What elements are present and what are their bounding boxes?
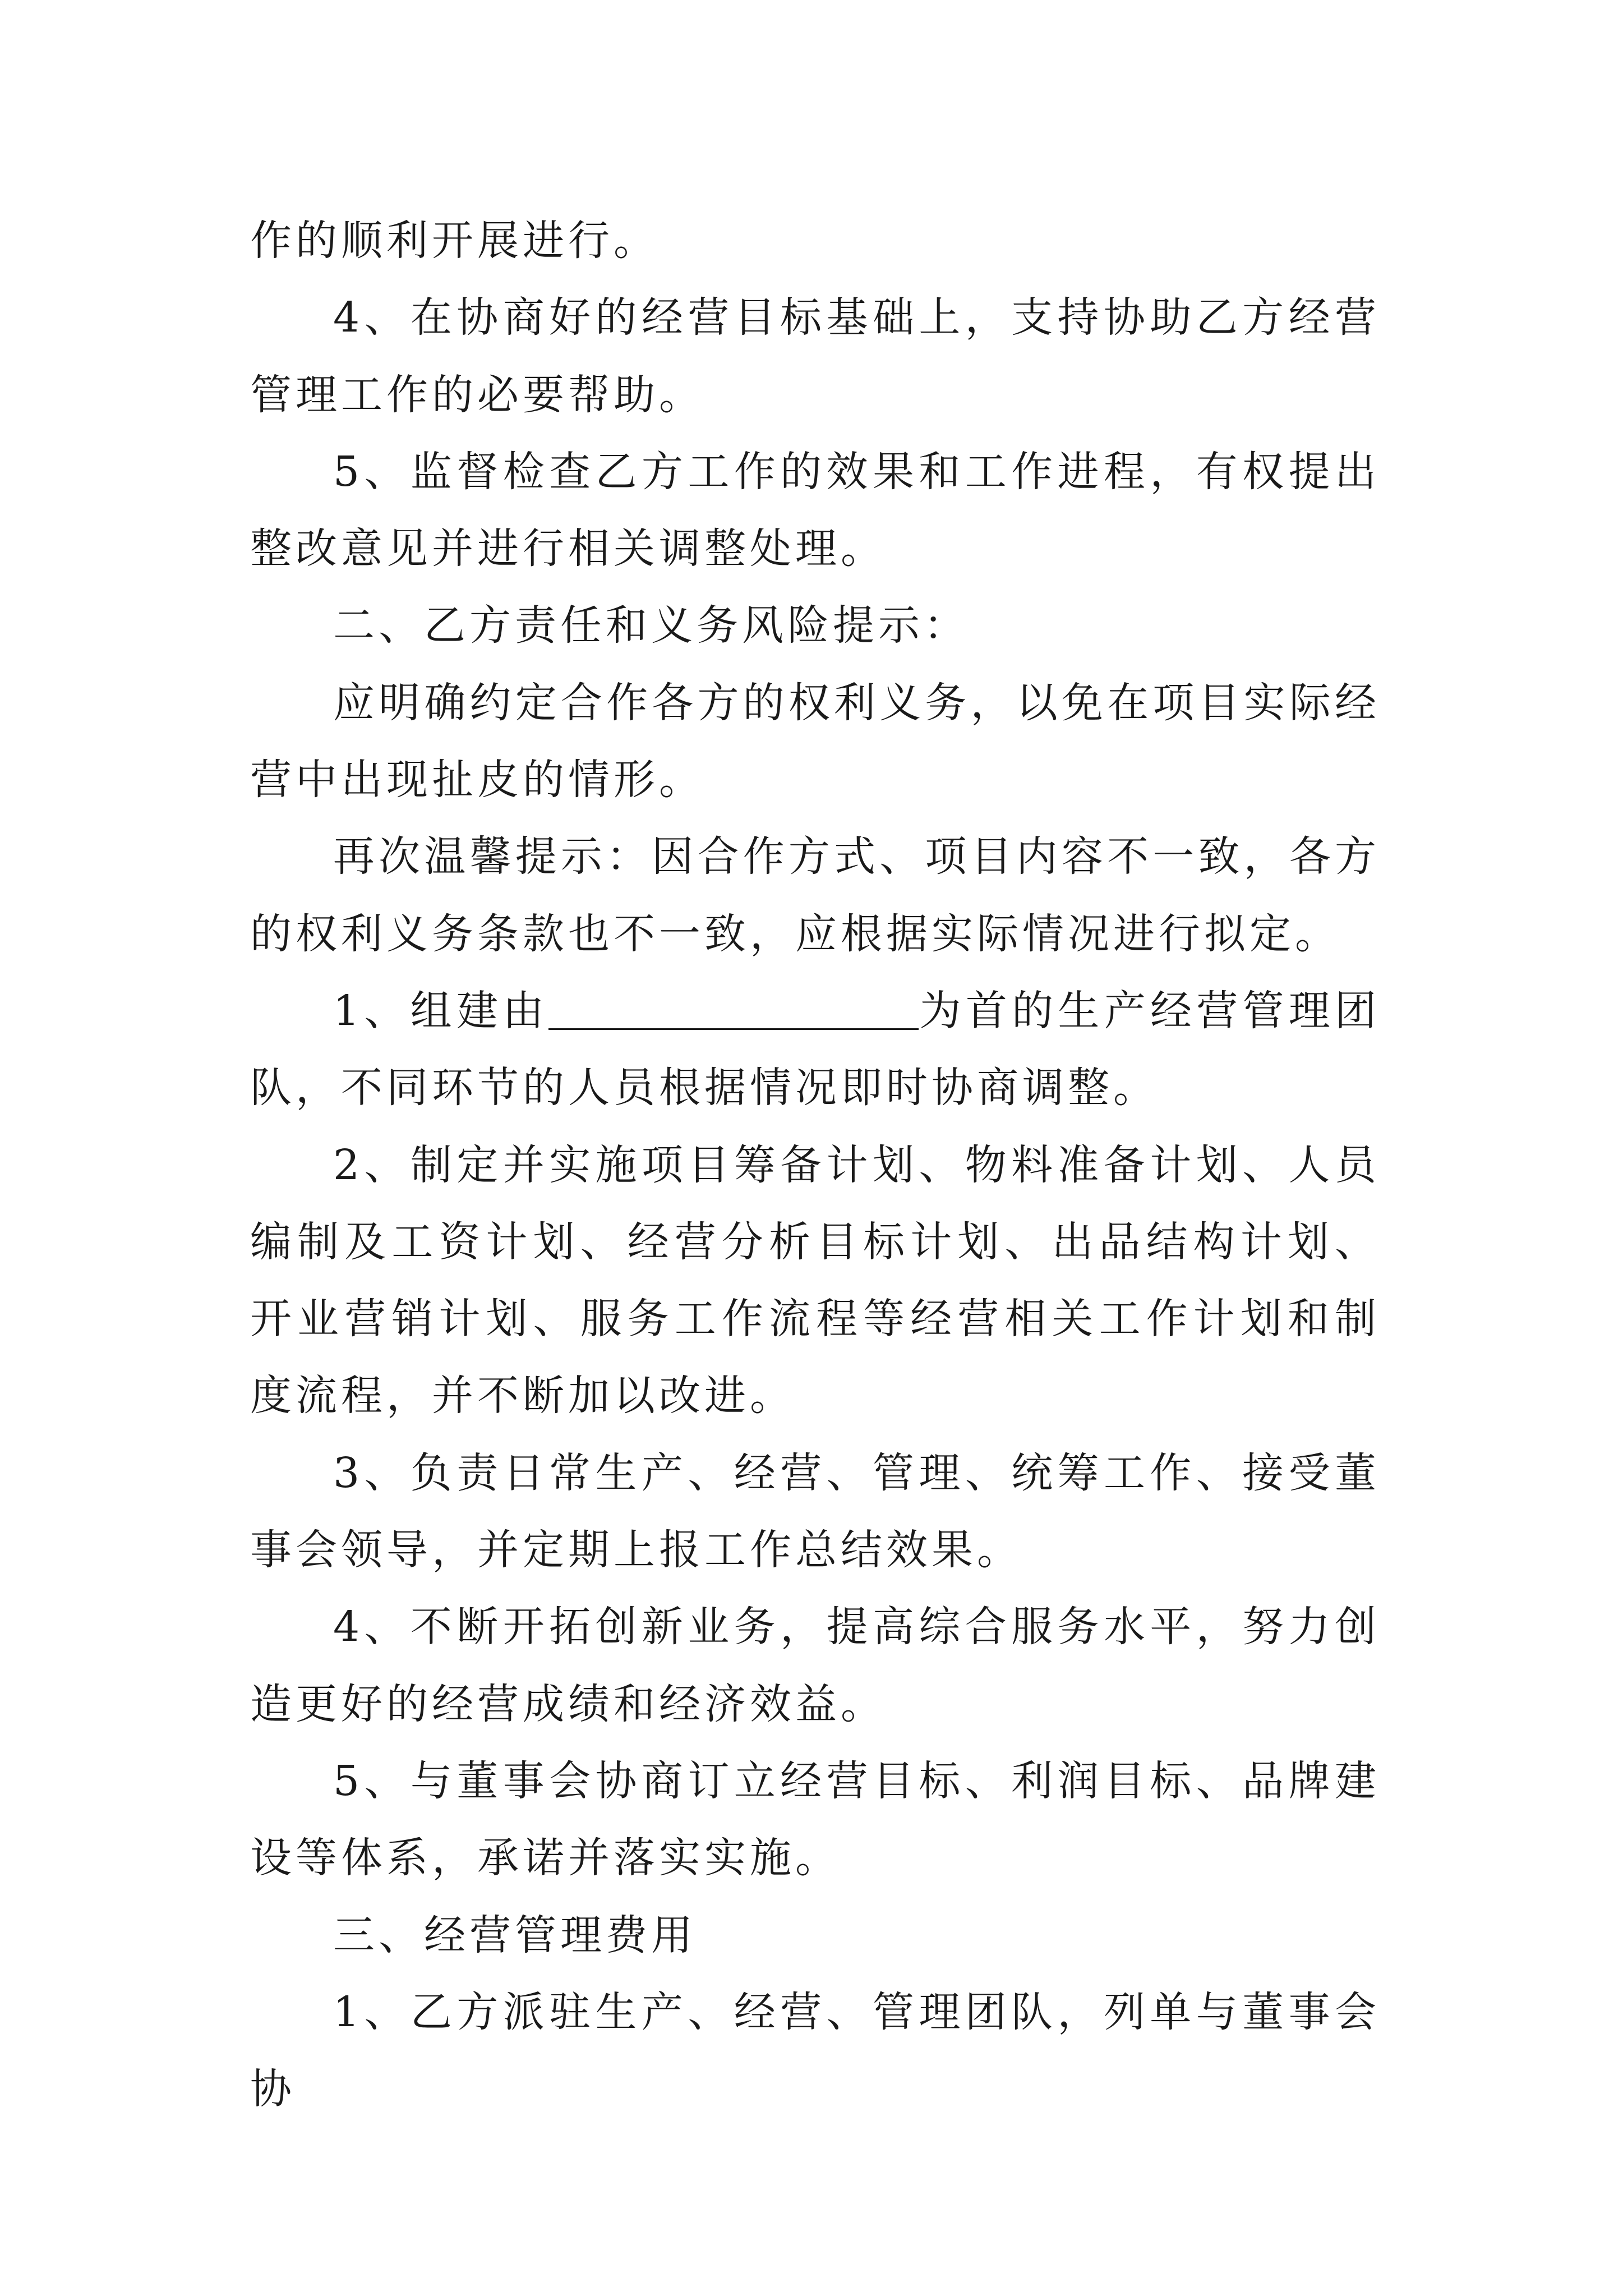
paragraph-item-4: 4、在协商好的经营目标基础上，支持协助乙方经营管理工作的必要帮助。 [250,293,1380,419]
fill-in-blank-line[interactable] [548,987,919,1030]
paragraph-item-5: 5、监督检查乙方工作的效果和工作进程，有权提出整改意见并进行相关调整处理。 [250,447,1380,573]
paragraph-item-3: 3、负责日常生产、经营、管理、统筹工作、接受董事会领导，并定期上报工作总结效果。 [250,1448,1380,1575]
body-text [250,203,1380,2128]
paragraph-fee-item-1: 1、乙方派驻生产、经营、管理团队，列单与董事会协 [250,1987,1380,2114]
paragraph-reminder: 再次温馨提示：因合作方式、项目内容不一致，各方的权利义务条款也不一致，应根据实际情况进行拟定。 [250,832,1380,958]
paragraph-item-2: 2、制定并实施项目筹备计划、物料准备计划、人员编制及工资计划、经营分析目标计划、出品结构计划、开业营销计划、服务工作流程等经营相关工作计划和制度流程，并不断加以改进。 [250,1140,1380,1420]
blank-suffix-text: 为首的生产经营管理团队，不同环节的人员根据情况即时协商调整。 [250,986,1380,1112]
paragraph-item-4b: 4、不断开拓创新业务，提高综合服务水平，努力创造更好的经营成绩和经济效益。 [250,1603,1380,1728]
section-heading-2: 二、乙方责任和义务风险提示： [333,601,969,650]
paragraph-item-1-with-blank [250,973,1380,1127]
paragraph-risk-note: 应明确约定合作各方的权利义务，以免在项目实际经营中出现扯皮的情形。 [250,678,1380,804]
paragraph-continuation: 作的顺利开展进行。 [250,217,659,265]
blank-prefix-text: 1、组建由 [333,986,549,1035]
paragraph-item-5b: 5、与董事会协商订立经营目标、利润目标、品牌建设等体系，承诺并落实实施。 [250,1756,1380,1883]
section-heading-3: 三、经营管理费用 [333,1911,697,1959]
